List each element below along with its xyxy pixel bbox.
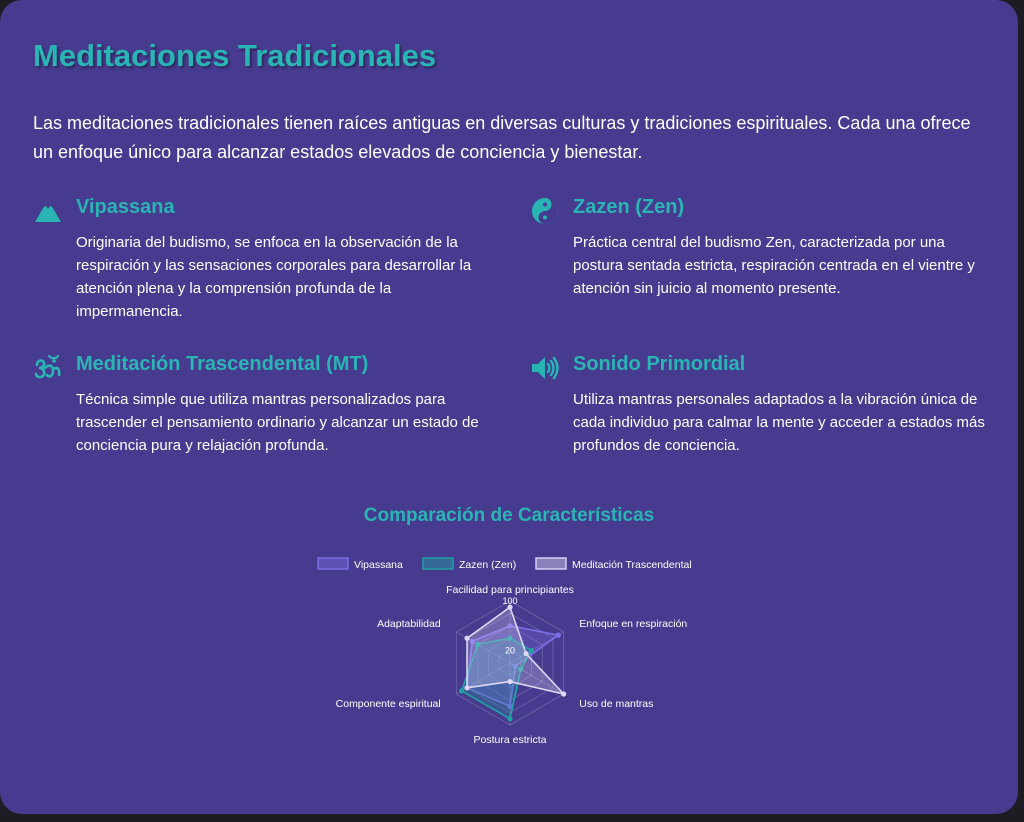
method-description: Técnica simple que utiliza mantras personalizados para trascender el pensamiento ordinario y alcanzar un estado de conciencia pura y relajación profunda. (76, 391, 479, 454)
intro-text: Las meditaciones tradicionales tienen raíces antiguas en diversas culturas y tradiciones espirituales. Cada una ofrece un enfoque único para alcanzar estados elevados de conciencia y bienestar. (33, 113, 971, 162)
data-point (556, 633, 561, 638)
method-title: Vipassana (76, 196, 175, 218)
method-title: Sonido Primordial (573, 353, 746, 375)
om-icon (33, 353, 63, 383)
legend-label: Meditación Trascendental (572, 559, 692, 571)
axis-label: Uso de mantras (579, 698, 654, 710)
data-point (529, 648, 534, 653)
tick-label: 100 (502, 596, 518, 606)
mountain-icon (33, 196, 63, 226)
series-area (467, 607, 564, 694)
legend-label: Vipassana (354, 559, 403, 571)
data-point (561, 691, 566, 696)
method-description: Originaria del budismo, se enfoca en la observación de la respiración y las sensaciones corporales para desarrollar la atención plena y la comprensión profunda de la impermanencia. (76, 234, 472, 320)
axis-label: Componente espiritual (335, 698, 441, 710)
method-description: Práctica central del budismo Zen, caracterizada por una postura sentada estricta, respiración centrada en el vientre y atención sin juicio al momento presente. (573, 234, 975, 297)
method-title: Zazen (Zen) (573, 196, 685, 218)
method-title: Meditación Trascendental (MT) (76, 353, 369, 375)
legend-label: Zazen (Zen) (459, 559, 517, 571)
data-point (464, 636, 469, 641)
axis-label: Adaptabilidad (377, 618, 441, 630)
method-description: Utiliza mantras personales adaptados a la vibración única de cada individuo para calmar la mente y acceder a estados más profundos de conciencia. (573, 391, 985, 454)
speaker-icon (530, 353, 560, 383)
legend-swatch (423, 558, 453, 569)
legend-swatch (536, 558, 566, 569)
data-point (524, 651, 529, 656)
chart-title: Comparación de Características (363, 505, 655, 526)
data-point (507, 716, 512, 721)
radar-chart (0, 548, 1018, 784)
axis-label: Enfoque en respiración (579, 618, 688, 630)
axis-label: Postura estricta (473, 734, 547, 746)
data-point (459, 688, 464, 693)
tick-label: 20 (504, 645, 516, 656)
axis-label: Facilidad para principiantes (446, 584, 574, 596)
legend-swatch (318, 558, 348, 569)
yin-yang-icon (530, 196, 560, 226)
page-title: Meditaciones Tradicionales (33, 38, 437, 73)
data-point (507, 679, 512, 684)
data-point (464, 685, 469, 690)
